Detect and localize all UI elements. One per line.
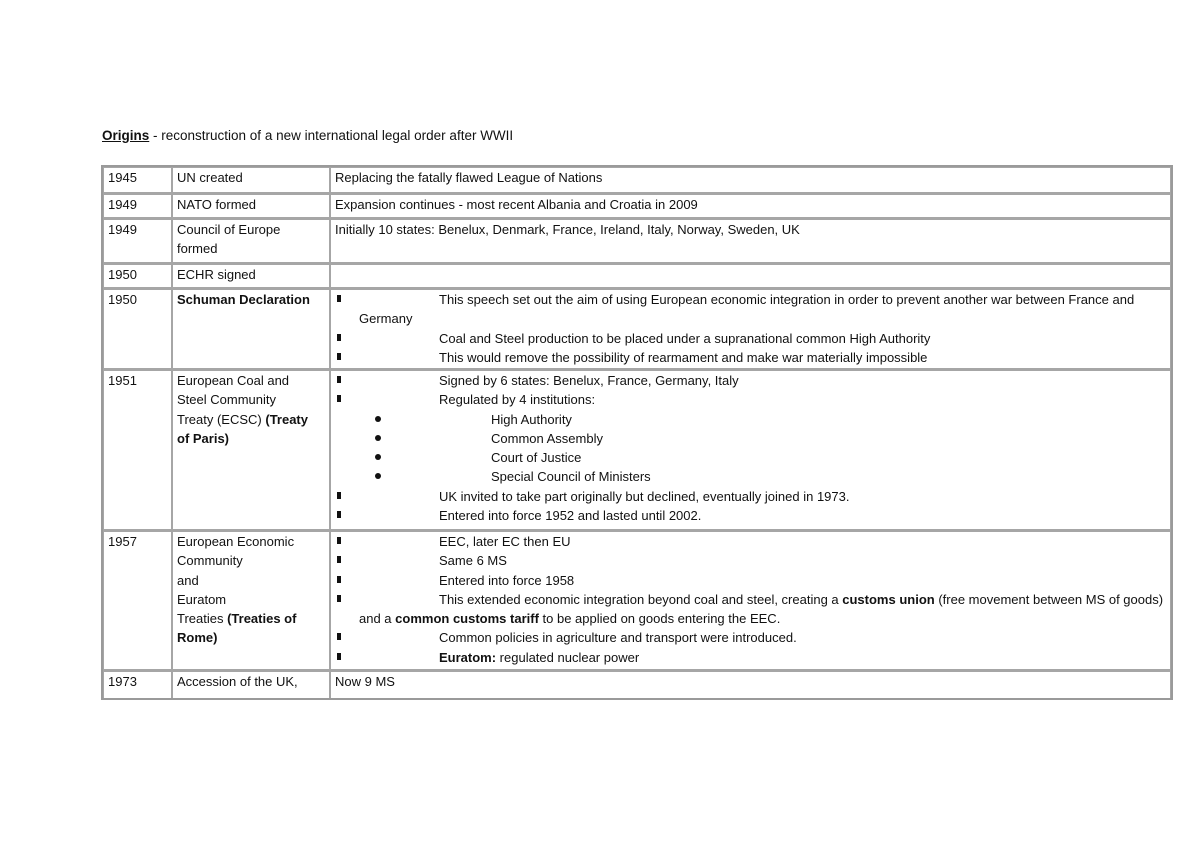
notes-cell: [330, 264, 1171, 289]
year-cell: 1949: [103, 194, 172, 219]
event-text: [177, 532, 325, 648]
institution-item: Common Assembly: [335, 429, 1166, 448]
text-part-bold: customs union: [842, 591, 935, 607]
list-item: UK invited to take part originally but declined, eventually joined in 1973.: [335, 487, 1166, 506]
text-part-bold: Euratom:: [439, 649, 497, 665]
list-item: EEC, later EC then EU: [335, 532, 1166, 551]
table-row: [103, 264, 1171, 289]
text-part: to be applied on goods entering the EEC.: [538, 611, 781, 627]
event-cell: UN created: [172, 167, 330, 194]
year-cell: 1949: [103, 219, 172, 264]
year-cell: 1950: [103, 264, 172, 289]
list-item: [335, 648, 1166, 667]
year-cell: 1957: [103, 531, 172, 671]
bullet-list: [335, 371, 1166, 410]
table-row: [103, 370, 1171, 531]
event-cell: Schuman Declaration: [172, 289, 330, 370]
list-item: [335, 390, 1166, 409]
text-part: regulated nuclear power: [496, 649, 640, 665]
list-item-text: Regulated by 4 institutions:: [439, 392, 596, 408]
text-part: This extended economic integration beyond coal and steel, creating a: [439, 591, 843, 607]
event-line: [177, 609, 325, 628]
year-cell: 1950: [103, 289, 172, 370]
event-cell: NATO formed: [172, 194, 330, 219]
notes-cell: [330, 531, 1171, 671]
notes-cell: Now 9 MS: [330, 671, 1171, 698]
event-line-part: Treaty (ECSC): [177, 411, 266, 427]
notes-cell: Expansion continues - most recent Albania and Croatia in 2009: [330, 194, 1171, 219]
institution-item: Special Council of Ministers: [335, 467, 1166, 486]
notes-cell: [330, 370, 1171, 531]
event-line-part: Treaties: [177, 611, 228, 627]
notes-cell: Initially 10 states: Benelux, Denmark, France, Ireland, Italy, Norway, Sweden, UK: [330, 219, 1171, 264]
list-item: [335, 590, 1166, 629]
event-cell: ECHR signed: [172, 264, 330, 289]
bullet-list: [335, 290, 1166, 367]
event-line: Steel Community: [177, 392, 276, 408]
table-row: [103, 194, 1171, 219]
notes-cell: Replacing the fatally flawed League of Nations: [330, 167, 1171, 194]
event-line-part: (Treaties of: [227, 611, 297, 627]
heading-subtitle: - reconstruction of a new international legal order after WWII: [149, 128, 514, 143]
table-row: [103, 219, 1171, 264]
table-row: [103, 671, 1171, 698]
notes-cell: [330, 289, 1171, 370]
event-line: and: [177, 572, 199, 588]
event-line: Rome): [177, 630, 218, 646]
event-cell: Council of Europe formed: [172, 219, 330, 264]
timeline-table: [101, 165, 1173, 700]
institution-item: High Authority: [335, 410, 1166, 429]
list-item: This speech set out the aim of using European economic integration in order to prevent another war between France and Germany: [335, 290, 1166, 329]
institution-list: [335, 410, 1166, 487]
year-cell: 1951: [103, 370, 172, 531]
list-item: Entered into force 1958: [335, 571, 1166, 590]
list-item: Same 6 MS: [335, 551, 1166, 570]
event-line: of Paris): [177, 430, 230, 446]
year-cell: 1973: [103, 671, 172, 698]
event-cell: [172, 370, 330, 531]
text-part-bold: common customs tariff: [395, 611, 539, 627]
event-line: [177, 410, 325, 429]
bullet-list: [335, 487, 1166, 526]
event-text: [177, 371, 325, 448]
bullet-list: [335, 532, 1166, 667]
list-item: This would remove the possibility of rearmament and make war materially impossible: [335, 348, 1166, 367]
section-heading: [102, 127, 513, 145]
table-row: [103, 289, 1171, 370]
event-cell: Accession of the UK,: [172, 671, 330, 698]
institution-item: Court of Justice: [335, 448, 1166, 467]
year-cell: 1945: [103, 167, 172, 194]
event-line: Euratom: [177, 591, 227, 607]
event-line: European Coal and: [177, 373, 290, 388]
event-line-part: (Treaty: [265, 411, 308, 427]
table-row: [103, 167, 1171, 194]
list-item: Entered into force 1952 and lasted until 2002.: [335, 506, 1166, 525]
table-row: [103, 531, 1171, 671]
event-line: European Economic: [177, 534, 295, 549]
heading-lead: Origins: [102, 128, 150, 143]
list-item: Coal and Steel production to be placed under a supranational common High Authority: [335, 329, 1166, 348]
event-line: Community: [177, 553, 243, 569]
event-cell: [172, 531, 330, 671]
list-item: Common policies in agriculture and transport were introduced.: [335, 628, 1166, 647]
list-item: Signed by 6 states: Benelux, France, Germany, Italy: [335, 371, 1166, 390]
text-part: (free movement between MS of goods) and a: [359, 591, 1164, 627]
